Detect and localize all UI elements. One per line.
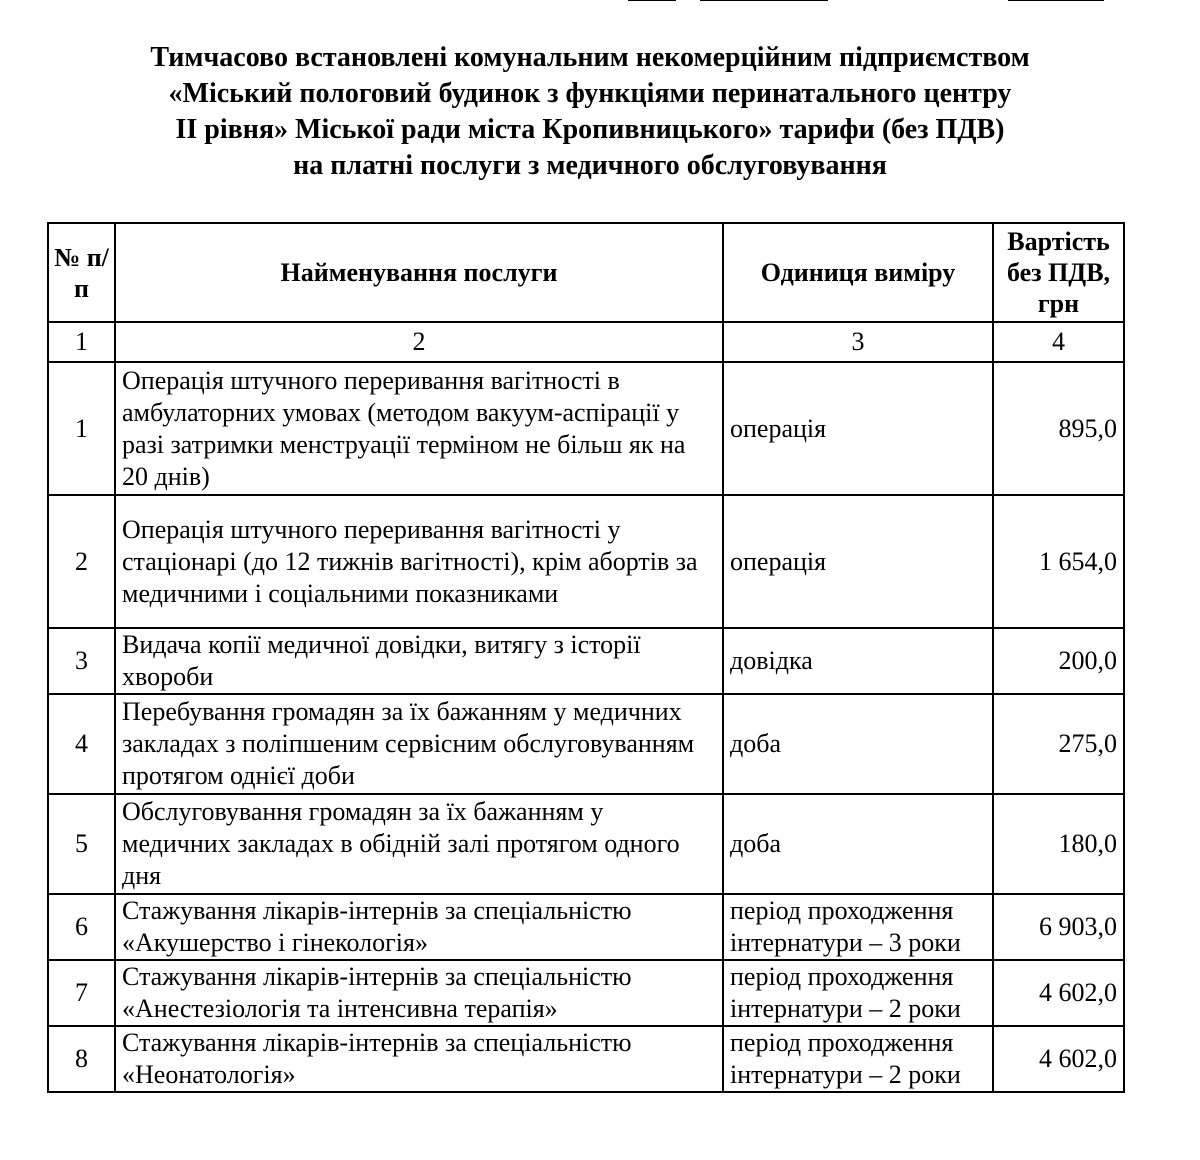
column-number: 4 — [993, 322, 1124, 362]
top-signature-lines — [0, 0, 1200, 6]
service-name: Операція штучного переривання вагітності у стаціонарі (до 12 тижнів вагітності), крім абортів за медичними і соціальними показниками — [115, 495, 723, 628]
table-row — [48, 894, 1124, 960]
top-blank-line — [1008, 0, 1104, 1]
header-name: Найменування послуги — [115, 223, 723, 322]
column-number: 3 — [723, 322, 993, 362]
service-unit: період проходження інтернатури – 2 роки — [723, 960, 993, 1026]
row-number: 8 — [48, 1026, 115, 1092]
table-row — [48, 960, 1124, 1026]
service-name: Стажування лікарів-інтернів за спеціальністю «Акушерство і гінекологія» — [115, 894, 723, 960]
column-number: 2 — [115, 322, 723, 362]
header-no: № п/п — [48, 223, 115, 322]
service-name: Операція штучного переривання вагітності в амбулаторних умовах (методом вакуум-аспірації у разі затримки менструації терміном не більш як на 20 днів) — [115, 362, 723, 495]
service-unit: доба — [723, 694, 993, 794]
column-number-row — [48, 322, 1124, 362]
header-price: Вартість без ПДВ, грн — [993, 223, 1124, 322]
table-row — [48, 1026, 1124, 1092]
table-row — [48, 694, 1124, 794]
service-price: 1 654,0 — [993, 495, 1124, 628]
service-name: Видача копії медичної довідки, витягу з історії хвороби — [115, 628, 723, 694]
row-number: 5 — [48, 794, 115, 894]
table-header-row — [48, 223, 1124, 322]
service-name: Обслуговування громадян за їх бажанням у медичних закладах в обідній залі протягом одного дня — [115, 794, 723, 894]
title-line: ІІ рівня» Міської ради міста Кропивницького» тарифи (без ПДВ) — [175, 114, 1005, 145]
title-line: Тимчасово встановлені комунальним некомерційним підприємством — [150, 42, 1030, 73]
service-unit: період проходження інтернатури – 3 роки — [723, 894, 993, 960]
document-title — [40, 40, 1140, 184]
title-line: «Міський пологовий будинок з функціями перинатального центру — [168, 78, 1012, 109]
row-number: 6 — [48, 894, 115, 960]
service-unit: період проходження інтернатури – 2 роки — [723, 1026, 993, 1092]
title-line: на платні послуги з медичного обслуговування — [293, 150, 887, 181]
service-unit: операція — [723, 362, 993, 495]
row-number: 2 — [48, 495, 115, 628]
service-price: 180,0 — [993, 794, 1124, 894]
top-blank-line — [700, 0, 828, 1]
tariffs-table — [47, 222, 1125, 1093]
service-price: 4 602,0 — [993, 960, 1124, 1026]
service-unit: доба — [723, 794, 993, 894]
row-number: 1 — [48, 362, 115, 495]
service-unit: довідка — [723, 628, 993, 694]
service-name: Стажування лікарів-інтернів за спеціальністю «Анестезіологія та інтенсивна терапія» — [115, 960, 723, 1026]
row-number: 7 — [48, 960, 115, 1026]
column-number: 1 — [48, 322, 115, 362]
service-price: 4 602,0 — [993, 1026, 1124, 1092]
table-row — [48, 794, 1124, 894]
service-price: 895,0 — [993, 362, 1124, 495]
table-row — [48, 495, 1124, 628]
table-row — [48, 628, 1124, 694]
service-unit: операція — [723, 495, 993, 628]
service-price: 200,0 — [993, 628, 1124, 694]
service-price: 275,0 — [993, 694, 1124, 794]
service-name: Стажування лікарів-інтернів за спеціальністю «Неонатологія» — [115, 1026, 723, 1092]
row-number: 4 — [48, 694, 115, 794]
service-price: 6 903,0 — [993, 894, 1124, 960]
header-unit: Одиниця виміру — [723, 223, 993, 322]
service-name: Перебування громадян за їх бажанням у медичних закладах з поліпшеним сервісним обслуговуванням протягом однієї доби — [115, 694, 723, 794]
table-row — [48, 362, 1124, 495]
top-blank-line — [628, 0, 676, 1]
row-number: 3 — [48, 628, 115, 694]
